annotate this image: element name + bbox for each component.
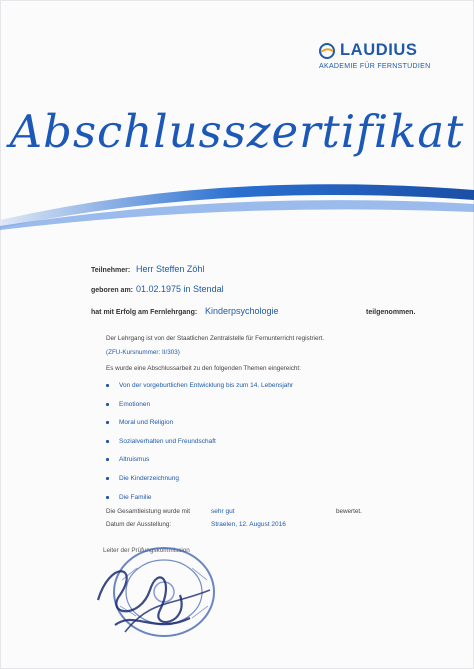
bullet-icon: [106, 384, 109, 387]
bullet-icon: [106, 496, 109, 499]
participant-name-value: Herr Steffen Zöhl: [136, 264, 205, 274]
birth-label: geboren am:: [91, 287, 134, 294]
grade-label: Die Gesamtleistung wurde mit: [106, 508, 190, 515]
laudius-swirl-icon: [319, 43, 335, 59]
registration-number: (ZFU-Kursnummer: II/303): [106, 349, 180, 356]
logo-subtitle: AKADEMIE FÜR FERNSTUDIEN: [319, 63, 431, 70]
course-value: Kinderpsychologie: [205, 306, 279, 316]
logo-brand: LAUDIUS: [340, 41, 418, 59]
list-item: Moral und Religion: [106, 419, 293, 438]
list-item: Die Familie: [106, 494, 293, 513]
grade-suffix: bewertet.: [336, 508, 362, 515]
issue-date-label: Datum der Ausstellung:: [106, 521, 172, 528]
birth-value: 01.02.1975 in Stendal: [136, 284, 224, 294]
issue-date-value: Straelen, 12. August 2016: [211, 521, 286, 528]
bullet-icon: [106, 440, 109, 443]
decorative-swoosh: [0, 160, 474, 230]
certificate-title: Abschlusszertifikat: [9, 105, 465, 158]
course-label: hat mit Erfolg am Fernlehrgang:: [91, 309, 198, 316]
topic-list: [106, 382, 293, 512]
topics-intro: Es wurde eine Abschlussarbeit zu den folgenden Themen eingereicht:: [106, 365, 301, 372]
participant-name-label: Teilnehmer:: [91, 267, 131, 274]
bullet-icon: [106, 458, 109, 461]
signature-label: Leiter der Prüfungskommission: [103, 547, 190, 554]
list-item: Emotionen: [106, 401, 293, 420]
list-item: Sozialverhalten und Freundschaft: [106, 438, 293, 457]
course-suffix: teilgenommen.: [366, 309, 416, 316]
bullet-icon: [106, 477, 109, 480]
list-item: Altruismus: [106, 456, 293, 475]
bullet-icon: [106, 403, 109, 406]
signature-scribble: [80, 540, 220, 645]
list-item: Von der vorgeburtlichen Entwicklung bis zum 14. Lebensjahr: [106, 382, 293, 401]
bullet-icon: [106, 421, 109, 424]
grade-value: sehr gut: [211, 508, 235, 515]
registration-text: Der Lehrgang ist von der Staatlichen Zentralstelle für Fernunterricht registriert.: [106, 335, 325, 342]
list-item: Die Kinderzeichnung: [106, 475, 293, 494]
